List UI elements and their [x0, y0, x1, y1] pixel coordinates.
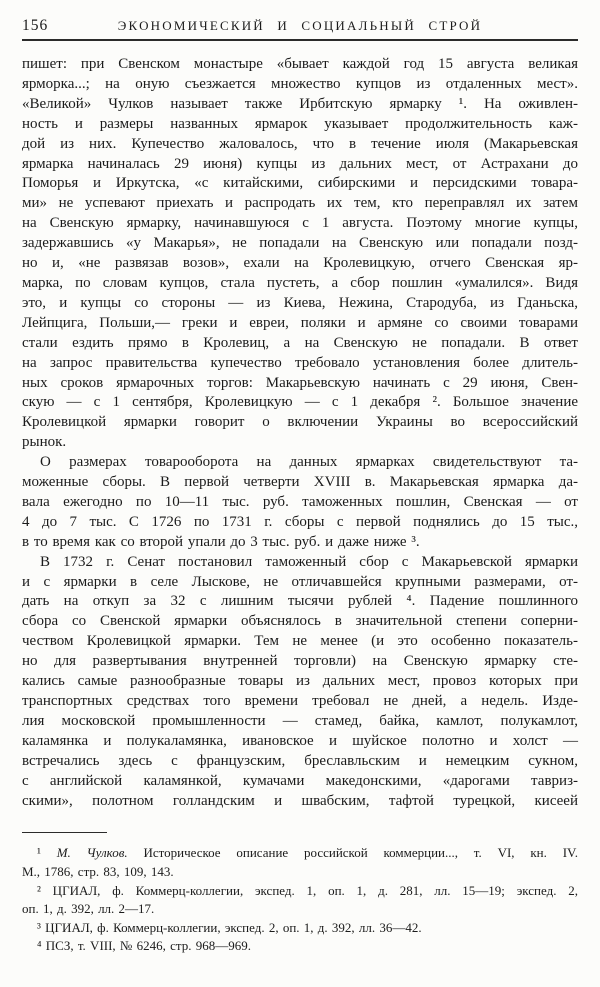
text-segment: ³ ЦГИАЛ, ф. Коммерц-коллегии, экспед. 2, оп. 1, д. 392, лл. 36—42. — [37, 919, 422, 935]
body-text-line: в то время как со второй упали до 3 тыс. руб. и даже ниже ³. — [22, 533, 420, 550]
body-text-line: ярмарка начиналась 29 июня) купцы из дальних мест, от Астрахани до — [22, 155, 578, 172]
text-segment: ² ЦГИАЛ, ф. Коммерц-коллегии, экспед. 1, оп. 1, д. 281, лл. 15—19; экспед. 2, — [37, 882, 578, 898]
body-text-line: Лейпцига, Польши,— греки и евреи, поляки и армяне со своими товарами — [22, 314, 578, 331]
page-number: 156 — [22, 17, 49, 34]
text-segment: Историческое описание российской коммерции..., т. VI, кн. IV. — [127, 845, 578, 861]
body-text-line: сбора со Свенской ярмарки объяснялось в значительной степени соперни- — [22, 613, 578, 630]
text-segment: оп. 1, д. 392, лл. 2—17. — [22, 901, 155, 917]
body-text-line: дой из них. Купечество жаловалось, что в течение июля (Макарьевская — [22, 135, 578, 152]
body-text-line: О размерах товарооборота на данных ярмарках свидетельствуют та- — [40, 454, 578, 471]
footnote-line — [22, 882, 578, 901]
body-text-line: ярморка...; на оную съезжается множество купцов из отдаленных мест». — [22, 75, 578, 92]
running-head — [22, 12, 578, 38]
body-text-line: но для развертывания внутренней торговли) на Свенскую ярмарку сте- — [22, 653, 578, 670]
body-text-line: это, и купцы со стороны — из Киева, Нежина, Стародуба, из Гданьска, — [22, 294, 578, 311]
body-text-line: рынок. — [22, 434, 67, 451]
body-text-line: чеством Кролевицкой ярмарки. Тем не менее (и это особенно показатель- — [22, 633, 578, 650]
body-text-line: встречались здесь с французским, бреславльским и немецким сукном, — [22, 752, 578, 769]
body-text-line: с английской каламянкой, кумачами македонскими, «дарогами тавриз- — [22, 772, 578, 789]
body-text-line: вала ежегодно по 10—11 тыс. руб. таможенных пошлин, Свенская — от — [22, 493, 578, 510]
body-text-line: и с ярмарки в селе Лыскове, не отличавшейся крупными размерами, от- — [22, 573, 578, 590]
footnotes-block — [22, 844, 578, 956]
body-text-line: Поморья и Иркутска, «с китайскими, сибирскими и персидскими товара- — [22, 175, 578, 192]
body-text-line: лия московской промышленности — стамед, байка, камлот, полукамлот, — [22, 712, 578, 729]
body-text-line: на Свенскую ярмарку, начинавшуюся с 1 августа. Поэтому многие купцы, — [22, 215, 578, 232]
body-text-line: каламянка и полукаламянка, ивановское и шуйское полотно и холст — — [22, 732, 578, 749]
footnote-line — [22, 900, 578, 919]
body-text-block — [22, 55, 578, 811]
body-text-line: пишет: при Свенском монастыре «бывает каждой год 15 августа великая — [22, 56, 578, 72]
body-text-line: ми» не успевают приехать и распродать их тем, кто переправлял их затем — [22, 195, 578, 212]
body-text-line: скими», полотном голландским и швабским, тафтой турецкой, кисеей — [22, 792, 578, 809]
body-text-line: 4 до 7 тыс. С 1726 по 1731 г. сборы с первой поднялись до 15 тыс., — [22, 513, 578, 530]
body-text-line: но и, «не развязав возов», ехали на Кролевицкую, отчего Свенская яр- — [22, 255, 578, 272]
footnote-line — [22, 919, 578, 938]
body-text-line: задержавшись «у Макарья», не попадали на Свенскую или попадали позд- — [22, 235, 578, 252]
body-text-line: В 1732 г. Сенат постановил таможенный сбор с Макарьевской ярмарки — [40, 553, 578, 570]
running-title: ЭКОНОМИЧЕСКИЙ И СОЦИАЛЬНЫЙ СТРОЙ — [117, 18, 483, 33]
header-rule — [22, 39, 578, 41]
text-segment: ⁴ ПСЗ, т. VIII, № 6246, стр. 968—969. — [37, 938, 251, 954]
body-text-line: «Великой» Чулков называет также Ирбитскую ярмарку ¹. На оживлен- — [22, 95, 578, 112]
body-text-line: ность и размеры названных ярмарок указывает продолжительность каж- — [22, 115, 578, 132]
body-text-line: транспортных средствах того времени требовал не дней, а недель. Изде- — [22, 693, 578, 709]
body-text-line: марка, по словам купцов, стала пустеть, а сбор пошлин «умалился». Видя — [22, 274, 578, 291]
text-segment: М., 1786, стр. 83, 109, 143. — [22, 864, 174, 880]
footnote-line — [22, 844, 578, 863]
text-segment: ¹ — [37, 845, 57, 861]
footnote-line — [22, 863, 578, 882]
body-text-line: кались самые разнообразные товары из дальних мест, провоз которых при — [22, 673, 578, 690]
footnote-separator — [22, 832, 107, 833]
body-text-line: Кролевицкой ярмарки говорит о включении Украины во всероссийский — [22, 414, 578, 431]
body-text-line: дать на откуп за 32 с лишним тысячи рублей ⁴. Падение пошлинного — [22, 593, 578, 610]
footnote-line — [22, 937, 578, 956]
body-text-line: на запрос правительства купечество требовало установления более длитель- — [22, 354, 578, 371]
footnote-author-italic: М. Чулков. — [56, 845, 128, 861]
body-text-line: скую — с 1 сентября, Кролевицкую — с 1 декабря ². Большое значение — [22, 394, 578, 411]
body-text-line: стали ездить прямо в Кролевиц, а на Свенскую не попадали. В ответ — [22, 334, 578, 351]
body-text-line: ных сроков ярмарочных торгов: Макарьевскую начинать с 29 июня, Свен- — [22, 374, 578, 391]
body-text-line: моженные сборы. В первой четверти XVIII в. Макарьевская ярмарка да- — [22, 474, 578, 491]
